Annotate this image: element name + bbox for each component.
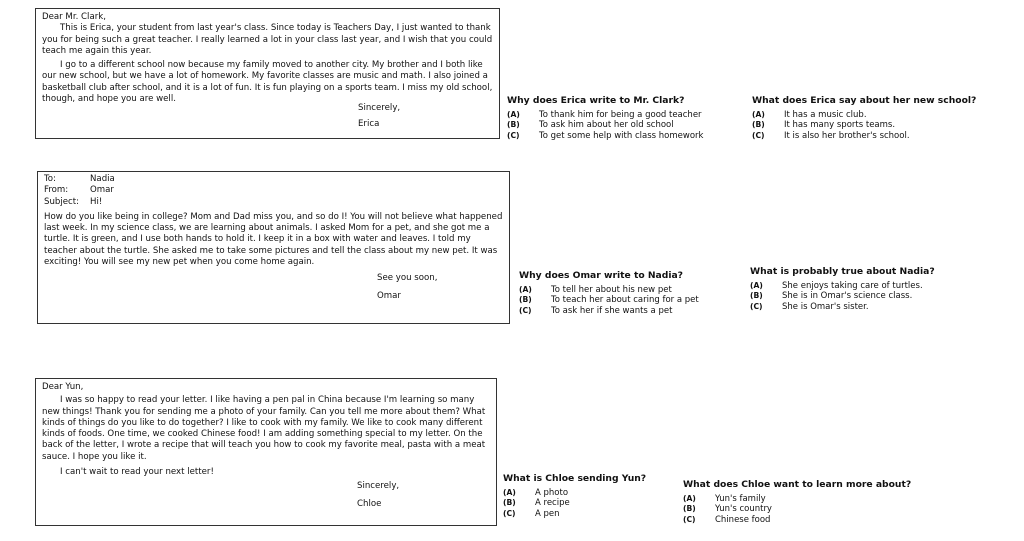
question-title: What is Chloe sending Yun?: [503, 473, 647, 484]
question-2: [752, 95, 976, 141]
subject-label: Subject:: [44, 196, 80, 207]
answer-option-c[interactable]: (C) She is Omar's sister.: [750, 301, 869, 312]
answer-option-b[interactable]: (B) To ask him about her old school: [507, 120, 674, 131]
question-title: Why does Erica write to Mr. Clark?: [507, 95, 685, 106]
answer-option-b[interactable]: (B) She is in Omar's science class.: [750, 291, 913, 302]
answer-option-c[interactable]: (C) Chinese food: [683, 514, 771, 525]
letter-paragraph: I was so happy to read your letter. I like having a pen pal in China because I'm learning so many new things! Thank you for sending me a photo of your family. Can you tell me more about them? What kinds of things do you like to do together? I like to cook with my family. We like to cook many different kinds of foods. One time, we cooked Chinese food! I am adding something special to my letter. On the back of the letter, I wrote a recipe that will teach you how to cook my favorite meal, pasta with a meat sauce. I hope you like it.: [42, 395, 486, 462]
letter-greeting: Dear Yun,: [42, 382, 84, 392]
answer-option-a[interactable]: (A) A photo: [503, 488, 569, 498]
message-to-row: [44, 174, 503, 185]
question-3: [519, 270, 699, 316]
question-title: Why does Omar write to Nadia?: [519, 270, 683, 281]
letter-closing: See you soon,: [377, 273, 438, 284]
letter-closing: Sincerely,: [357, 481, 400, 492]
question-6: [683, 479, 911, 525]
subject-value: Hi!: [90, 196, 103, 207]
question-title: What does Erica say about her new school?: [752, 95, 977, 106]
answer-option-a[interactable]: (A) She enjoys taking care of turtles.: [750, 281, 923, 291]
answer-option-c[interactable]: (C) To get some help with class homework: [507, 130, 704, 141]
letter-paragraph: This is Erica, your student from last year's class. Since today is Teachers Day, I just wanted to thank you for being such a great teacher. I really learned a lot in your class last year, and I wish that you could teach me again this year.: [42, 23, 493, 56]
to-value: Nadia: [90, 174, 115, 184]
message-from-row: [44, 185, 503, 196]
letter-greeting: Dear Mr. Clark,: [42, 12, 106, 22]
message-omar: [37, 171, 510, 324]
question-4: [750, 266, 935, 312]
answer-option-c[interactable]: (C) To ask her if she wants a pet: [519, 305, 673, 316]
letter-paragraph: I go to a different school now because my family moved to another city. My brother and I both like our new school, but we have a lot of homework. My favorite classes are music and math. I also joined a basketball club after school, and it is a lot of fun. It is fun playing on a sports team. I miss my old school, though, and hope you are well.: [42, 60, 493, 105]
message-subject-row: [44, 197, 503, 208]
letter-closing: Sincerely,: [358, 103, 401, 114]
letter-erica: [35, 8, 500, 139]
answer-option-c[interactable]: (C) It is also her brother's school.: [752, 130, 910, 141]
answer-option-b[interactable]: (B) A recipe: [503, 498, 570, 509]
question-5: [503, 473, 646, 519]
question-1: [507, 95, 703, 141]
answer-option-a[interactable]: (A) It has a music club.: [752, 110, 867, 120]
answer-option-a[interactable]: (A) To tell her about his new pet: [519, 285, 672, 295]
question-title: What does Chloe want to learn more about?: [683, 479, 912, 490]
answer-option-b[interactable]: (B) It has many sports teams.: [752, 120, 896, 131]
from-label: From:: [44, 185, 69, 196]
from-value: Omar: [90, 185, 114, 196]
answer-option-a[interactable]: (A) Yun's family: [683, 494, 766, 504]
answer-option-c[interactable]: (C) A pen: [503, 508, 560, 519]
letter-paragraph: I can't wait to read your next letter!: [60, 467, 214, 478]
letter-signature: Erica: [358, 118, 380, 129]
letter-signature: Chloe: [357, 498, 382, 509]
message-body: How do you like being in college? Mom and Dad miss you, and so do I! You will not believe what happened last week. In my science class, we are learning about animals. I asked Mom for a pet, and she got me a turtle. It is green, and I use both hands to hold it. I keep it in a box with water and leaves. I told my teacher about the turtle. She asked me to take some pictures and tell the class about my new pet. It was exciting! You will see my new pet when you come home again.: [44, 211, 503, 268]
to-label: To:: [44, 174, 56, 184]
answer-option-b[interactable]: (B) To teach her about caring for a pet: [519, 295, 699, 306]
question-title: What is probably true about Nadia?: [750, 266, 935, 277]
letter-signature: Omar: [377, 290, 401, 301]
answer-option-a[interactable]: (A) To thank him for being a good teacher: [507, 110, 702, 120]
letter-chloe: [35, 378, 497, 526]
answer-option-b[interactable]: (B) Yun's country: [683, 504, 772, 515]
